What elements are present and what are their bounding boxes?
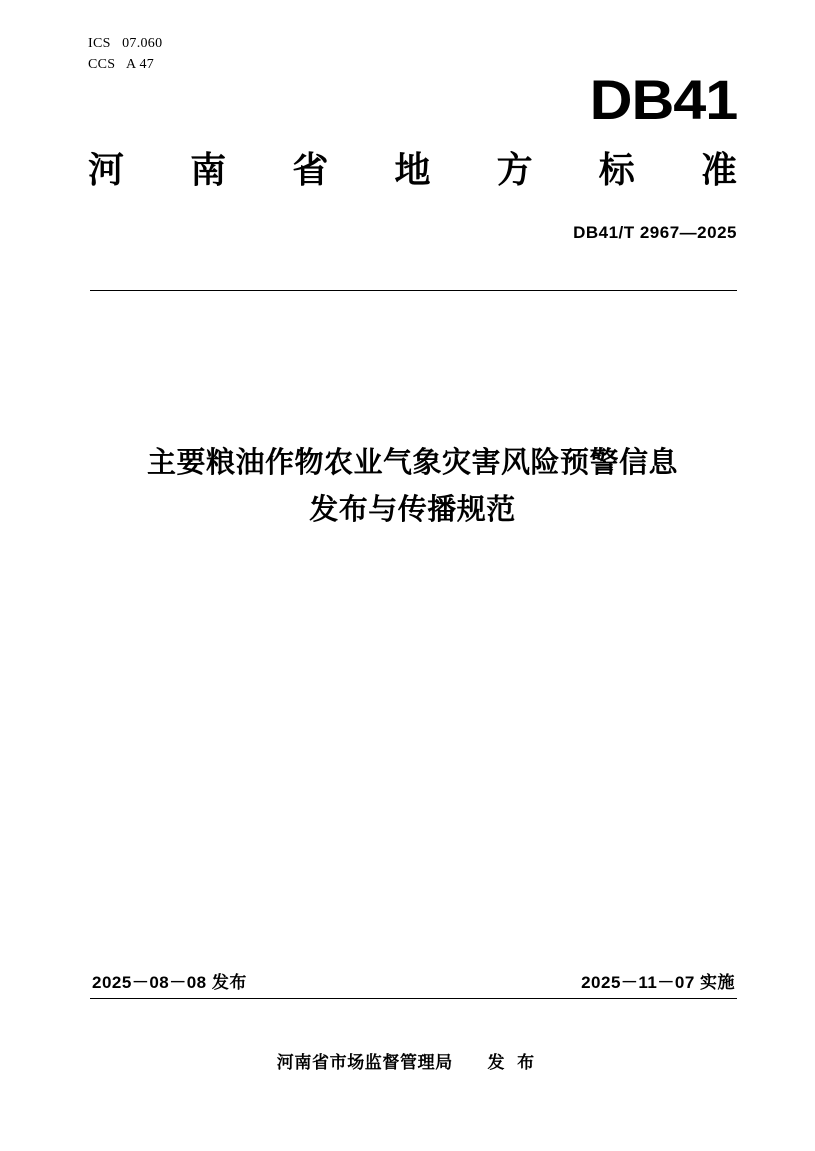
effective-date: 2025－11－07 实施: [581, 973, 735, 992]
publish-word: 发 布: [487, 1053, 539, 1072]
province-title-char: 地: [394, 149, 431, 190]
ccs-code-line: [88, 54, 162, 75]
page-title-line-2: 发布与传播规范: [309, 494, 516, 526]
footer-divider: [90, 998, 737, 999]
ics-value: 07.060: [122, 36, 163, 51]
header-divider: [90, 290, 737, 291]
db-logo-mark: DB41: [589, 68, 737, 131]
ics-code-line: [88, 33, 162, 54]
ics-label: ICS: [88, 36, 111, 51]
province-title-char: 标: [598, 149, 635, 190]
province-title-char: 省: [292, 149, 329, 190]
publisher-line: [0, 1048, 815, 1073]
province-title-char: 准: [700, 149, 737, 190]
province-title-char: 方: [496, 149, 533, 190]
issue-date: 2025－08－08 发布: [92, 973, 247, 992]
province-standard-title: [88, 148, 737, 192]
date-row: [92, 968, 735, 993]
page-title-line-1: 主要粮油作物农业气象灾害风险预警信息: [146, 447, 678, 479]
ccs-value: A 47: [126, 57, 155, 72]
province-title-char: 河: [88, 149, 125, 190]
ccs-label: CCS: [88, 57, 116, 72]
page-title: [100, 440, 725, 534]
classification-codes: [88, 33, 162, 75]
standard-number: DB41/T 2967—2025: [573, 223, 737, 242]
province-title-char: 南: [190, 149, 227, 190]
publisher-name: 河南省市场监督管理局: [276, 1053, 453, 1072]
